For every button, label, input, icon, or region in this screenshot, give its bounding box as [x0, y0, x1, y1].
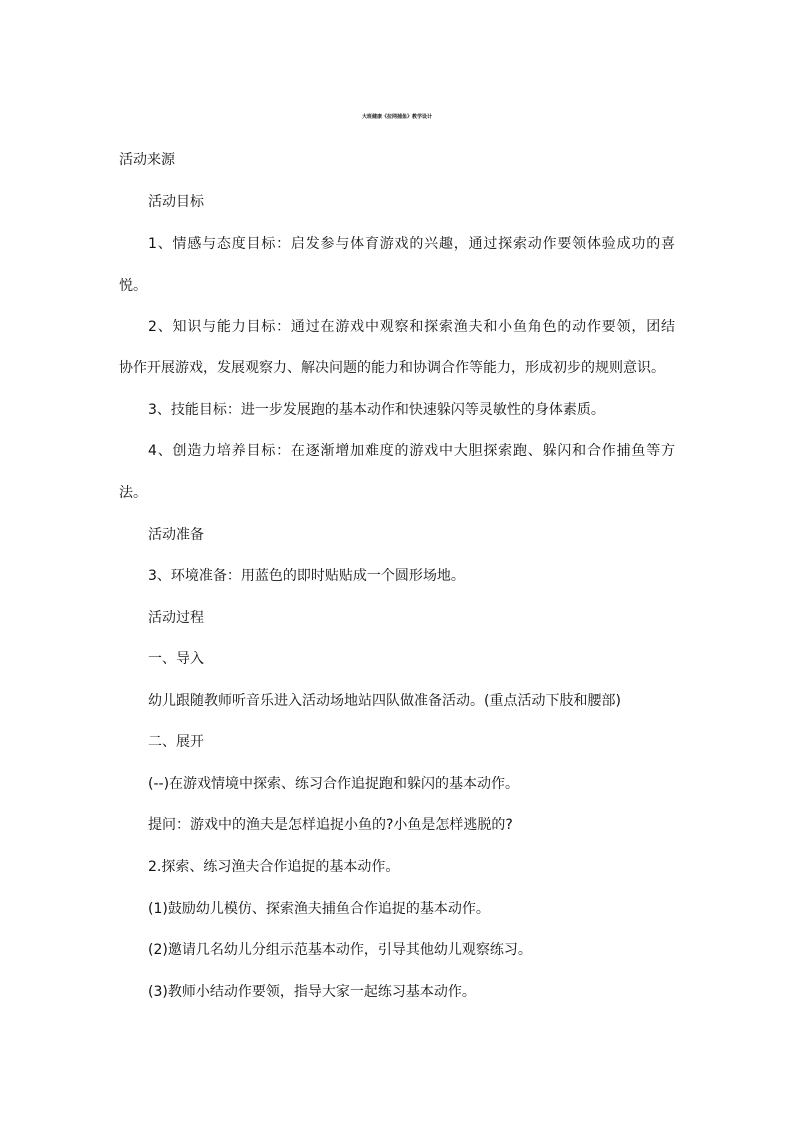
paragraph-line: 协作开展游戏，发展观察力、解决问题的能力和协调合作等能力，形成初步的规则意识。 [119, 360, 665, 376]
section-heading: 活动准备 [148, 527, 204, 543]
paragraph-line: 1、情感与态度目标：启发参与体育游戏的兴趣，通过探索动作要领体验成功的喜 [148, 236, 675, 252]
section-heading: 一、导入 [148, 651, 204, 667]
paragraph-line: 法。 [119, 485, 147, 501]
paragraph-line: 悦。 [119, 278, 147, 294]
paragraph-line: (2)邀请几名幼儿分组示范基本动作，引导其他幼儿观察练习。 [148, 942, 532, 958]
paragraph-line: (1)鼓励幼儿模仿、探索渔夫捕鱼合作追捉的基本动作。 [148, 901, 490, 917]
paragraph-line: 3、环境准备：用蓝色的即时贴贴成一个圆形场地。 [148, 568, 465, 584]
paragraph-line: (--)在游戏情境中探索、练习合作追捉跑和躲闪的基本动作。 [148, 776, 520, 792]
document-title: 大班健康《拉网捕鱼》教学设计 [361, 114, 432, 120]
section-heading: 活动来源 [119, 152, 175, 168]
section-heading: 活动过程 [148, 610, 204, 626]
paragraph-line: 提问：游戏中的渔夫是怎样追捉小鱼的?小鱼是怎样逃脱的? [148, 817, 513, 833]
paragraph-line: 2、知识与能力目标：通过在游戏中观察和探索渔夫和小鱼角色的动作要领，团结 [148, 319, 675, 335]
section-heading: 活动目标 [148, 194, 204, 210]
paragraph-line: (3)教师小结动作要领，指导大家一起练习基本动作。 [148, 984, 476, 1000]
paragraph-line: 4、创造力培养目标：在逐渐增加难度的游戏中大胆探索跑、躲闪和合作捕鱼等方 [148, 443, 675, 459]
paragraph-line: 2.探索、练习渔夫合作追捉的基本动作。 [148, 859, 400, 875]
section-heading: 二、展开 [148, 734, 204, 750]
paragraph-line: 3、技能目标：进一步发展跑的基本动作和快速躲闪等灵敏性的身体素质。 [148, 402, 605, 418]
paragraph-line: 幼儿跟随教师听音乐进入活动场地站四队做准备活动。(重点活动下肢和腰部) [148, 693, 621, 709]
